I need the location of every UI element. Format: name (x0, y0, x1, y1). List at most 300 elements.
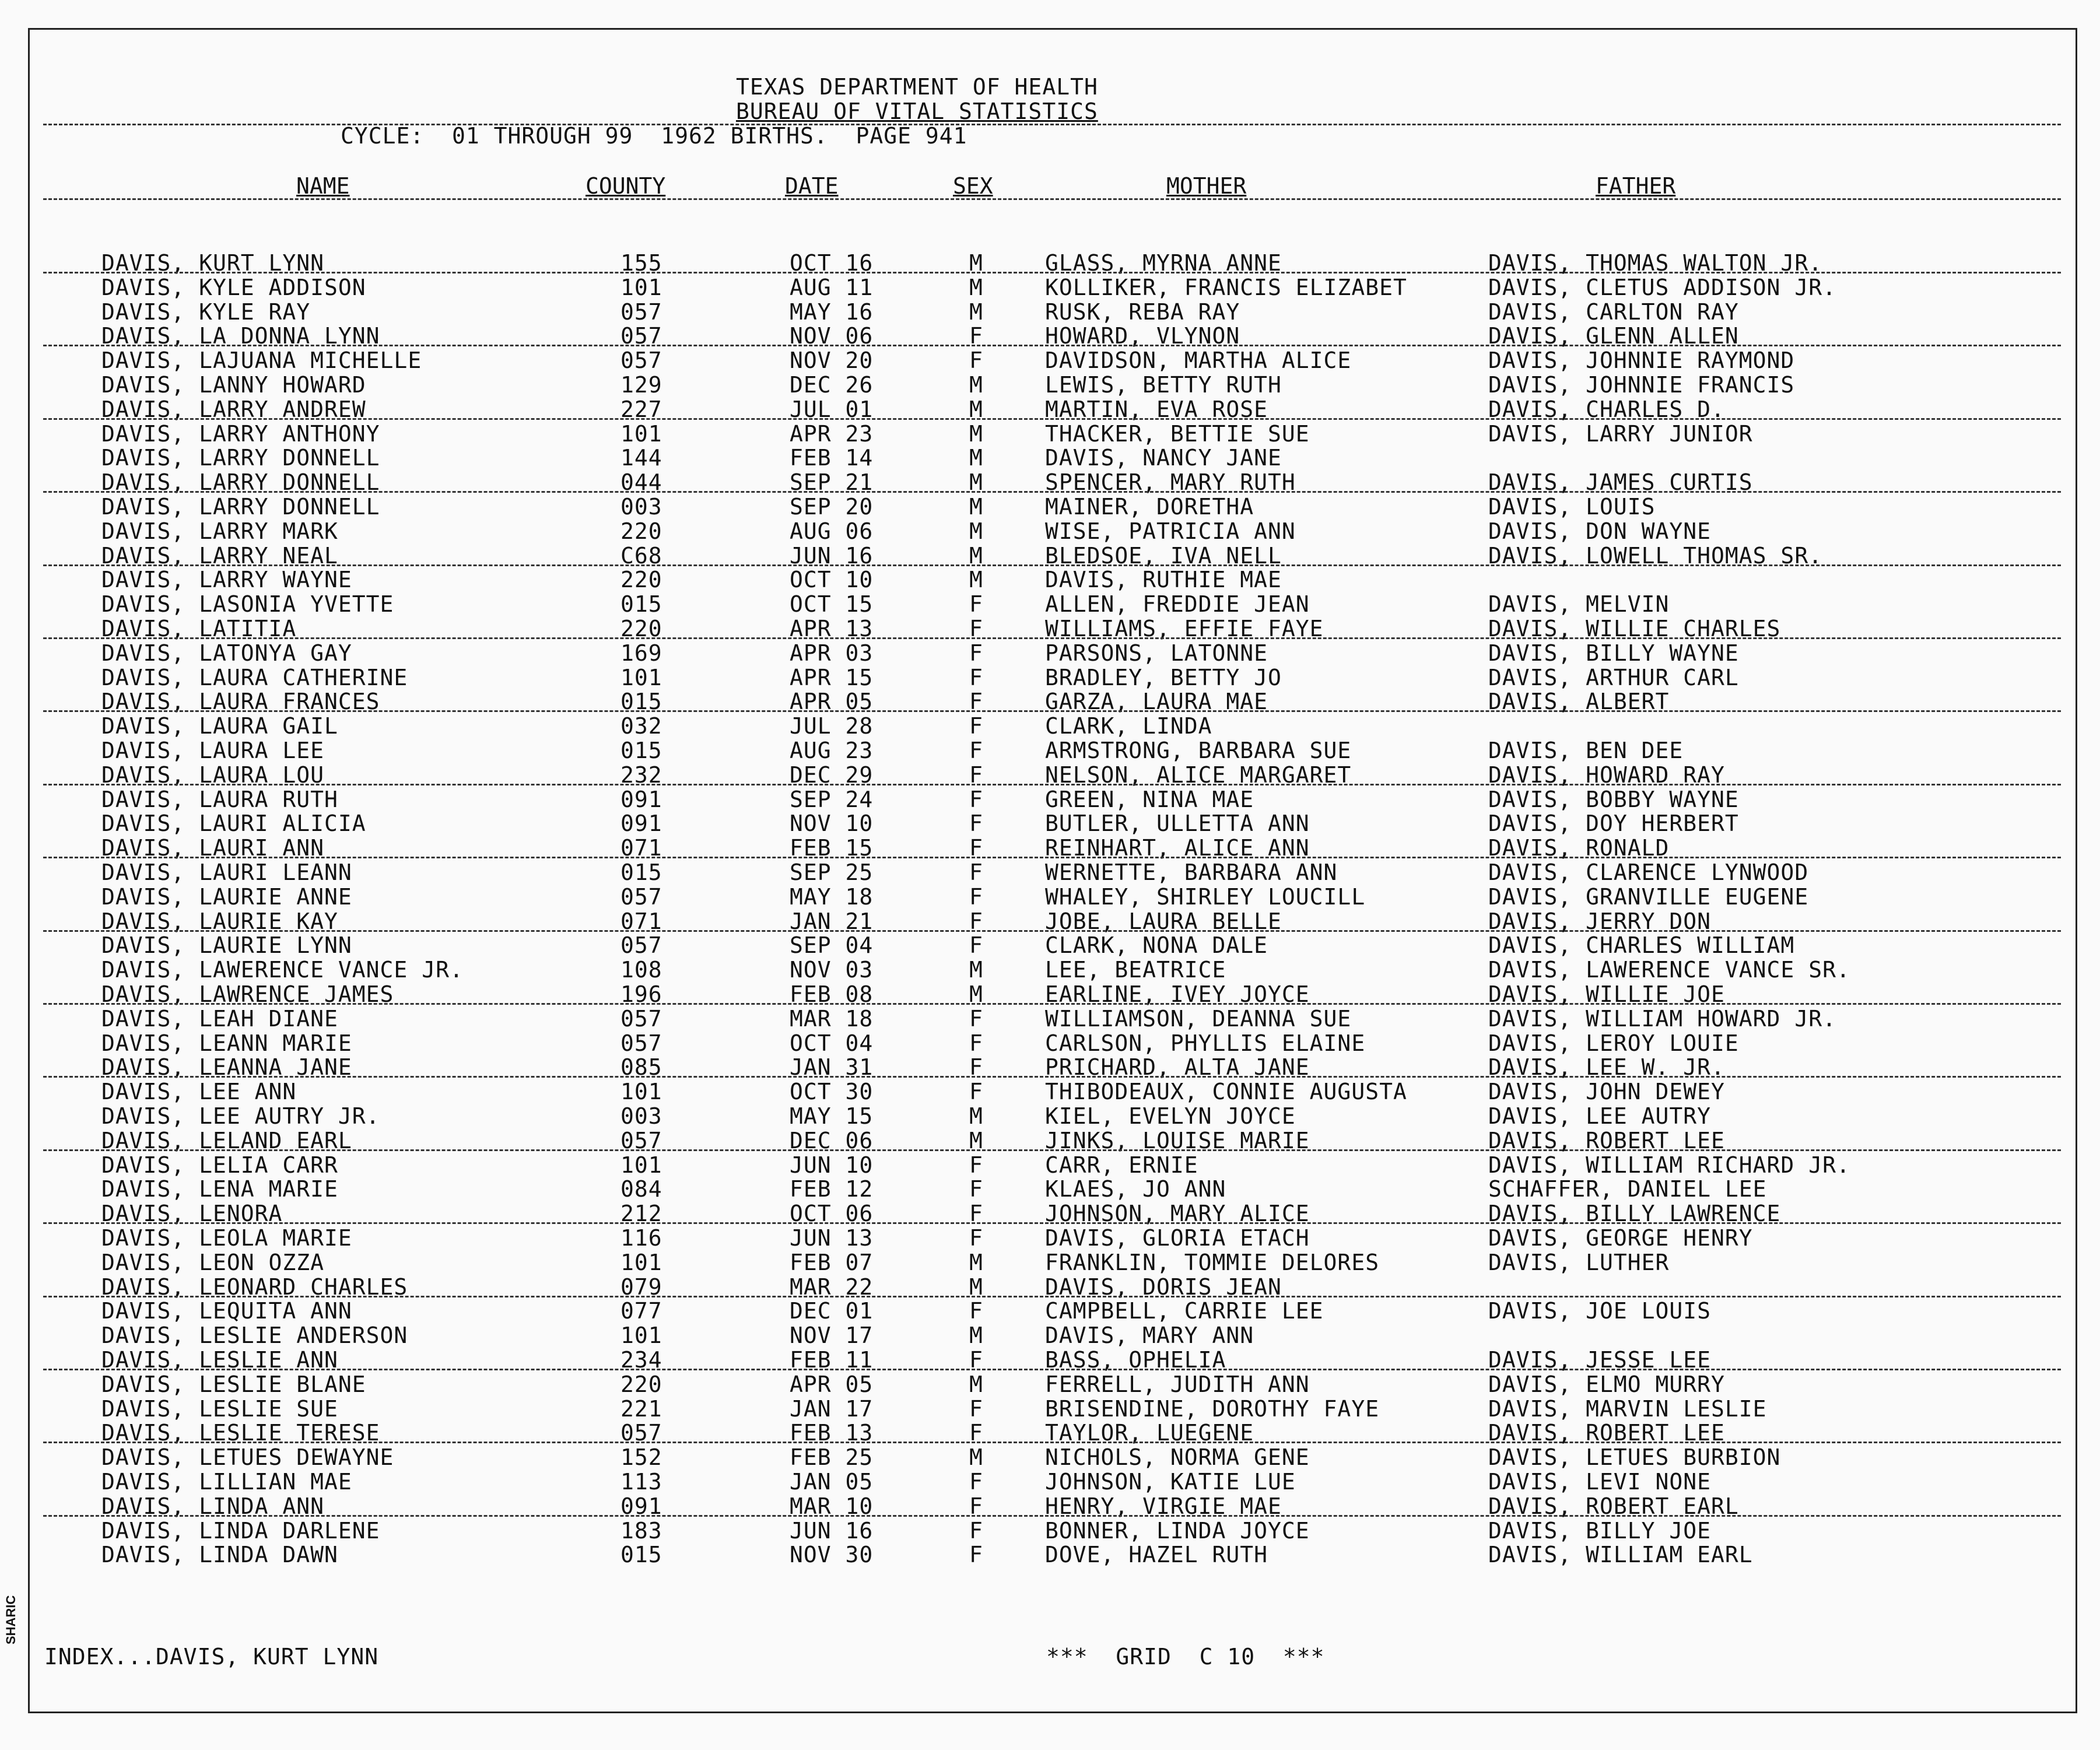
record-mother: JOHNSON, MARY ALICE (1045, 1201, 1310, 1227)
record-sex: M (969, 518, 983, 544)
record-county: 079 (620, 1274, 662, 1300)
record-county: 085 (620, 1054, 662, 1081)
row-separator (43, 857, 2061, 858)
record-name: DAVIS, LARRY WAYNE (101, 567, 352, 593)
column-sex-header: SEX (953, 173, 993, 199)
record-father: DAVIS, JOHNNIE FRANCIS (1488, 372, 1795, 398)
record-county: 169 (620, 640, 662, 666)
record-sex: F (969, 811, 983, 837)
record-sex: F (969, 1493, 983, 1519)
record-county: 101 (620, 1152, 662, 1178)
record-mother: DAVIDSON, MARTHA ALICE (1045, 348, 1352, 374)
record-name: DAVIS, LAJUANA MICHELLE (101, 348, 422, 374)
record-name: DAVIS, LARRY MARK (101, 518, 338, 544)
row-separator (43, 1222, 2061, 1224)
record-sex: F (969, 1005, 983, 1032)
record-father: DAVIS, GEORGE HENRY (1488, 1225, 1753, 1251)
record-date: NOV 03 (790, 957, 874, 983)
side-label: SHARIC (3, 1595, 18, 1644)
record-county: 057 (620, 1030, 662, 1056)
record-sex: F (969, 1201, 983, 1227)
record-sex: F (969, 689, 983, 715)
record-date: SEP 21 (790, 469, 874, 496)
record-sex: F (969, 591, 983, 618)
record-mother: WERNETTE, BARBARA ANN (1045, 860, 1338, 885)
record-sex: M (969, 445, 983, 471)
record-name: DAVIS, LAURA LEE (101, 738, 325, 763)
row-separator (43, 930, 2061, 932)
record-name: DAVIS, LESLIE TERESE (101, 1420, 380, 1446)
record-sex: F (969, 1054, 983, 1081)
record-name: DAVIS, LENA MARIE (101, 1176, 338, 1202)
record-sex: F (969, 1420, 983, 1446)
record-sex: M (969, 469, 983, 496)
record-date: JUN 16 (790, 542, 874, 569)
record-sex: M (969, 1274, 983, 1300)
table-row (0, 958, 2100, 982)
record-sex: M (969, 542, 983, 569)
record-mother: EARLINE, IVEY JOYCE (1045, 981, 1310, 1007)
record-date: OCT 04 (790, 1030, 874, 1056)
row-separator (43, 1442, 2061, 1443)
record-sex: M (969, 299, 983, 325)
record-mother: CAMPBELL, CARRIE LEE (1045, 1298, 1324, 1324)
record-sex: F (969, 1395, 983, 1422)
footer-grid: *** GRID C 10 *** (1046, 1644, 1325, 1670)
record-sex: F (969, 1347, 983, 1373)
table-row (0, 1104, 2100, 1128)
record-mother: DAVIS, GLORIA ETACH (1045, 1225, 1310, 1251)
row-separator (43, 564, 2061, 566)
record-name: DAVIS, LAWRENCE JAMES (101, 981, 394, 1007)
record-name: DAVIS, LARRY ANDREW (101, 396, 366, 422)
record-date: NOV 30 (790, 1542, 874, 1568)
record-father: DAVIS, GLENN ALLEN (1488, 323, 1739, 349)
record-date: FEB 11 (790, 1347, 874, 1373)
record-county: 057 (620, 348, 662, 374)
table-row (0, 1031, 2100, 1055)
record-mother: PARSONS, LATONNE (1045, 640, 1268, 666)
record-name: DAVIS, LARRY DONNELL (101, 494, 380, 520)
record-date: MAY 15 (790, 1103, 874, 1129)
record-father: DAVIS, CHARLES D. (1488, 396, 1725, 422)
record-county: 057 (620, 1420, 662, 1446)
record-sex: F (969, 1542, 983, 1568)
record-father: DAVIS, LEROY LOUIE (1488, 1030, 1739, 1056)
record-county: 015 (620, 738, 662, 763)
record-county: 071 (620, 908, 662, 934)
table-row (0, 1250, 2100, 1275)
record-county: 220 (620, 1371, 662, 1397)
table-row (0, 714, 2100, 738)
table-row (0, 860, 2100, 885)
record-father: DAVIS, ARTHUR CARL (1488, 664, 1739, 690)
record-mother: SPENCER, MARY RUTH (1045, 469, 1296, 496)
table-row (0, 300, 2100, 324)
record-county: C68 (620, 542, 662, 569)
record-mother: JINKS, LOUISE MARIE (1045, 1127, 1310, 1153)
record-mother: MAINER, DORETHA (1045, 494, 1254, 520)
record-father: DAVIS, JERRY DON (1488, 908, 1712, 934)
row-separator (43, 710, 2061, 712)
table-row (0, 1372, 2100, 1397)
record-father: DAVIS, RONALD (1488, 835, 1670, 861)
record-county: 101 (620, 1249, 662, 1275)
record-father: DAVIS, ROBERT LEE (1488, 1127, 1725, 1153)
record-date: JUL 28 (790, 713, 874, 739)
record-date: DEC 01 (790, 1298, 874, 1324)
record-sex: F (969, 1225, 983, 1251)
record-father: DAVIS, WILLIE JOE (1488, 981, 1725, 1007)
record-name: DAVIS, KYLE RAY (101, 299, 311, 325)
record-mother: BASS, OPHELIA (1045, 1347, 1226, 1373)
table-row (0, 1006, 2100, 1031)
record-mother: PRICHARD, ALTA JANE (1045, 1054, 1310, 1081)
record-mother: MARTIN, EVA ROSE (1045, 396, 1268, 422)
record-father: DAVIS, CARLTON RAY (1488, 299, 1739, 325)
record-father: DAVIS, DON WAYNE (1488, 518, 1712, 544)
table-row (0, 1518, 2100, 1543)
record-name: DAVIS, LINDA DARLENE (101, 1517, 380, 1544)
record-mother: LEE, BEATRICE (1045, 957, 1226, 983)
table-row (0, 592, 2100, 616)
record-name: DAVIS, LAURIE ANNE (101, 883, 352, 910)
table-row (0, 1177, 2100, 1201)
column-header-rule (43, 198, 2061, 200)
record-mother: DAVIS, NANCY JANE (1045, 445, 1282, 471)
record-name: DAVIS, LILLIAN MAE (101, 1469, 352, 1495)
table-row (0, 275, 2100, 300)
record-mother: GREEN, NINA MAE (1045, 786, 1254, 812)
row-separator (43, 1003, 2061, 1005)
record-date: JAN 21 (790, 908, 874, 934)
record-date: SEP 24 (790, 786, 874, 812)
record-name: DAVIS, LARRY ANTHONY (101, 420, 380, 447)
table-row (0, 446, 2100, 470)
record-name: DAVIS, LEANNA JANE (101, 1054, 352, 1081)
record-name: DAVIS, LEON OZZA (101, 1249, 325, 1275)
record-sex: F (969, 932, 983, 959)
record-father: DAVIS, ALBERT (1488, 689, 1670, 715)
record-name: DAVIS, LAURA FRANCES (101, 689, 380, 715)
record-sex: F (969, 835, 983, 861)
record-father: DAVIS, BILLY JOE (1488, 1517, 1712, 1544)
record-father: DAVIS, WILLIAM RICHARD JR. (1488, 1152, 1850, 1178)
record-mother: CARLSON, PHYLLIS ELAINE (1045, 1030, 1366, 1056)
record-father: DAVIS, ROBERT EARL (1488, 1493, 1739, 1519)
record-father: DAVIS, THOMAS WALTON JR. (1488, 250, 1823, 276)
record-name: DAVIS, LELAND EARL (101, 1127, 352, 1153)
record-mother: ALLEN, FREDDIE JEAN (1045, 591, 1310, 618)
record-date: FEB 15 (790, 835, 874, 861)
record-name: DAVIS, LINDA ANN (101, 1493, 325, 1519)
record-father: DAVIS, JOHN DEWEY (1488, 1079, 1725, 1105)
record-name: DAVIS, LEOLA MARIE (101, 1225, 352, 1251)
record-county: 057 (620, 299, 662, 325)
record-date: APR 23 (790, 420, 874, 447)
record-date: JAN 05 (790, 1469, 874, 1495)
record-county: 091 (620, 1493, 662, 1519)
record-name: DAVIS, LAURIE LYNN (101, 932, 352, 959)
record-mother: NICHOLS, NORMA GENE (1045, 1444, 1310, 1471)
record-mother: JOHNSON, KATIE LUE (1045, 1469, 1296, 1495)
record-mother: GARZA, LAURA MAE (1045, 689, 1268, 715)
record-county: 101 (620, 274, 662, 300)
record-sex: M (969, 981, 983, 1007)
column-mother-header: MOTHER (1166, 173, 1247, 199)
row-separator (43, 272, 2061, 273)
row-separator (43, 637, 2061, 639)
record-father: DAVIS, LAWERENCE VANCE SR. (1488, 957, 1850, 983)
record-county: 015 (620, 1542, 662, 1568)
record-name: DAVIS, LAURI LEANN (101, 860, 352, 885)
record-county: 108 (620, 957, 662, 983)
record-mother: JOBE, LAURA BELLE (1045, 908, 1282, 934)
record-mother: WHALEY, SHIRLEY LOUCILL (1045, 883, 1366, 910)
record-name: DAVIS, LESLIE SUE (101, 1395, 338, 1422)
record-county: 212 (620, 1201, 662, 1227)
table-row (0, 1445, 2100, 1470)
row-separator (43, 418, 2061, 420)
record-county: 015 (620, 591, 662, 618)
header-cycle: CYCLE: 01 THROUGH 99 1962 BIRTHS. PAGE 941 (341, 123, 967, 149)
record-mother: WILLIAMSON, DEANNA SUE (1045, 1005, 1352, 1032)
record-county: 196 (620, 981, 662, 1007)
table-row (0, 422, 2100, 446)
record-father: SCHAFFER, DANIEL LEE (1488, 1176, 1767, 1202)
record-county: 152 (620, 1444, 662, 1471)
record-sex: F (969, 348, 983, 374)
record-name: DAVIS, LARRY DONNELL (101, 445, 380, 471)
record-county: 003 (620, 1103, 662, 1129)
record-date: JUL 01 (790, 396, 874, 422)
record-mother: TAYLOR, LUEGENE (1045, 1420, 1254, 1446)
record-date: JUN 13 (790, 1225, 874, 1251)
record-date: DEC 26 (790, 372, 874, 398)
record-county: 057 (620, 932, 662, 959)
record-mother: LEWIS, BETTY RUTH (1045, 372, 1282, 398)
record-county: 155 (620, 250, 662, 276)
record-mother: DOVE, HAZEL RUTH (1045, 1542, 1268, 1568)
record-father: DAVIS, DOY HERBERT (1488, 811, 1739, 837)
record-mother: DAVIS, MARY ANN (1045, 1323, 1254, 1349)
record-father: DAVIS, MARVIN LESLIE (1488, 1395, 1767, 1422)
record-sex: F (969, 1152, 983, 1178)
record-date: DEC 29 (790, 762, 874, 788)
record-name: DAVIS, LAWERENCE VANCE JR. (101, 957, 464, 983)
table-row (0, 495, 2100, 519)
column-name-header: NAME (296, 173, 350, 199)
record-sex: M (969, 1444, 983, 1471)
record-father: DAVIS, JOHNNIE RAYMOND (1488, 348, 1795, 374)
record-date: APR 13 (790, 616, 874, 641)
record-name: DAVIS, LA DONNA LYNN (101, 323, 380, 349)
record-name: DAVIS, LEQUITA ANN (101, 1298, 352, 1324)
record-county: 032 (620, 713, 662, 739)
table-row (0, 1397, 2100, 1421)
record-county: 221 (620, 1395, 662, 1422)
record-mother: KLAES, JO ANN (1045, 1176, 1226, 1202)
record-mother: GLASS, MYRNA ANNE (1045, 250, 1282, 276)
record-county: 113 (620, 1469, 662, 1495)
table-row (0, 567, 2100, 592)
record-father: DAVIS, LETUES BURBION (1488, 1444, 1781, 1471)
table-row (0, 811, 2100, 836)
record-sex: F (969, 1517, 983, 1544)
record-county: 044 (620, 469, 662, 496)
record-name: DAVIS, LASONIA YVETTE (101, 591, 394, 618)
record-date: AUG 23 (790, 738, 874, 763)
record-father: DAVIS, BEN DEE (1488, 738, 1684, 763)
record-mother: BUTLER, ULLETTA ANN (1045, 811, 1310, 837)
record-date: MAR 18 (790, 1005, 874, 1032)
record-name: DAVIS, LEANN MARIE (101, 1030, 352, 1056)
record-name: DAVIS, LELIA CARR (101, 1152, 338, 1178)
record-mother: FERRELL, JUDITH ANN (1045, 1371, 1310, 1397)
record-sex: M (969, 957, 983, 983)
record-sex: F (969, 1469, 983, 1495)
record-sex: F (969, 883, 983, 910)
record-date: DEC 06 (790, 1127, 874, 1153)
row-separator (43, 491, 2061, 493)
record-date: JUN 16 (790, 1517, 874, 1544)
record-mother: WISE, PATRICIA ANN (1045, 518, 1296, 544)
record-sex: F (969, 616, 983, 641)
record-date: APR 15 (790, 664, 874, 690)
record-mother: DAVIS, DORIS JEAN (1045, 1274, 1282, 1300)
record-date: APR 05 (790, 689, 874, 715)
record-county: 116 (620, 1225, 662, 1251)
record-mother: CLARK, LINDA (1045, 713, 1212, 739)
record-sex: M (969, 567, 983, 593)
record-sex: M (969, 1371, 983, 1397)
row-separator (43, 345, 2061, 346)
table-row (0, 1323, 2100, 1348)
record-sex: F (969, 762, 983, 788)
record-father: DAVIS, LEE AUTRY (1488, 1103, 1712, 1129)
record-father: DAVIS, LOUIS (1488, 494, 1656, 520)
record-county: 057 (620, 1005, 662, 1032)
record-mother: BRADLEY, BETTY JO (1045, 664, 1282, 690)
record-county: 057 (620, 883, 662, 910)
record-date: FEB 25 (790, 1444, 874, 1471)
table-row (0, 933, 2100, 958)
record-mother: THIBODEAUX, CONNIE AUGUSTA (1045, 1079, 1407, 1105)
table-row (0, 1470, 2100, 1494)
record-county: 227 (620, 396, 662, 422)
record-county: 057 (620, 323, 662, 349)
record-name: DAVIS, LINDA DAWN (101, 1542, 338, 1568)
record-father: DAVIS, LOWELL THOMAS SR. (1488, 542, 1823, 569)
record-mother: BLEDSOE, IVA NELL (1045, 542, 1282, 569)
record-mother: BONNER, LINDA JOYCE (1045, 1517, 1310, 1544)
record-sex: F (969, 713, 983, 739)
record-father: DAVIS, HOWARD RAY (1488, 762, 1725, 788)
record-sex: F (969, 1030, 983, 1056)
table-row (0, 1079, 2100, 1104)
record-county: 057 (620, 1127, 662, 1153)
record-name: DAVIS, LEAH DIANE (101, 1005, 338, 1032)
table-row (0, 1153, 2100, 1177)
record-date: JAN 31 (790, 1054, 874, 1081)
record-county: 101 (620, 1079, 662, 1105)
row-separator (43, 1369, 2061, 1370)
header-department: TEXAS DEPARTMENT OF HEALTH (736, 74, 1098, 100)
record-father: DAVIS, CHARLES WILLIAM (1488, 932, 1795, 959)
record-date: OCT 16 (790, 250, 874, 276)
record-father: DAVIS, BILLY WAYNE (1488, 640, 1739, 666)
record-county: 220 (620, 518, 662, 544)
record-county: 084 (620, 1176, 662, 1202)
record-father: DAVIS, MELVIN (1488, 591, 1670, 618)
table-row (0, 373, 2100, 397)
record-name: DAVIS, LATONYA GAY (101, 640, 352, 666)
record-date: OCT 10 (790, 567, 874, 593)
record-date: MAR 10 (790, 1493, 874, 1519)
record-county: 234 (620, 1347, 662, 1373)
record-county: 144 (620, 445, 662, 471)
table-row (0, 641, 2100, 665)
record-sex: F (969, 1176, 983, 1202)
record-mother: RUSK, REBA RAY (1045, 299, 1240, 325)
record-mother: ARMSTRONG, BARBARA SUE (1045, 738, 1352, 763)
record-date: FEB 12 (790, 1176, 874, 1202)
record-sex: M (969, 372, 983, 398)
record-sex: M (969, 420, 983, 447)
record-name: DAVIS, LAURI ANN (101, 835, 325, 861)
record-mother: HENRY, VIRGIE MAE (1045, 1493, 1282, 1519)
row-separator (43, 784, 2061, 785)
record-county: 101 (620, 664, 662, 690)
record-mother: CARR, ERNIE (1045, 1152, 1198, 1178)
record-mother: HOWARD, VLYNON (1045, 323, 1240, 349)
table-row (0, 787, 2100, 812)
record-name: DAVIS, LAURA CATHERINE (101, 664, 408, 690)
record-mother: KOLLIKER, FRANCIS ELIZABET (1045, 274, 1407, 300)
record-sex: M (969, 1249, 983, 1275)
record-sex: F (969, 738, 983, 763)
record-county: 015 (620, 689, 662, 715)
record-date: MAY 18 (790, 883, 874, 910)
record-sex: F (969, 1079, 983, 1105)
record-name: DAVIS, LARRY NEAL (101, 542, 338, 569)
record-sex: M (969, 1323, 983, 1349)
record-mother: BRISENDINE, DOROTHY FAYE (1045, 1395, 1380, 1422)
record-mother: WILLIAMS, EFFIE FAYE (1045, 616, 1324, 641)
record-county: 071 (620, 835, 662, 861)
record-name: DAVIS, KYLE ADDISON (101, 274, 366, 300)
record-father: DAVIS, LEE W. JR. (1488, 1054, 1725, 1081)
record-father: DAVIS, JOE LOUIS (1488, 1298, 1712, 1324)
record-father: DAVIS, ELMO MURRY (1488, 1371, 1725, 1397)
column-date-header: DATE (785, 173, 839, 199)
record-father: DAVIS, LEVI NONE (1488, 1469, 1712, 1495)
record-sex: M (969, 250, 983, 276)
record-sex: M (969, 274, 983, 300)
table-row (0, 519, 2100, 543)
record-sex: F (969, 1298, 983, 1324)
record-father: DAVIS, JAMES CURTIS (1488, 469, 1753, 496)
record-name: DAVIS, LESLIE ANN (101, 1347, 338, 1373)
record-name: DAVIS, LEE AUTRY JR. (101, 1103, 380, 1129)
column-county-header: COUNTY (586, 173, 666, 199)
record-date: FEB 07 (790, 1249, 874, 1275)
record-county: 129 (620, 372, 662, 398)
record-name: DAVIS, LEONARD CHARLES (101, 1274, 408, 1300)
record-sex: F (969, 640, 983, 666)
record-date: JAN 17 (790, 1395, 874, 1422)
record-name: DAVIS, LAURA LOU (101, 762, 325, 788)
